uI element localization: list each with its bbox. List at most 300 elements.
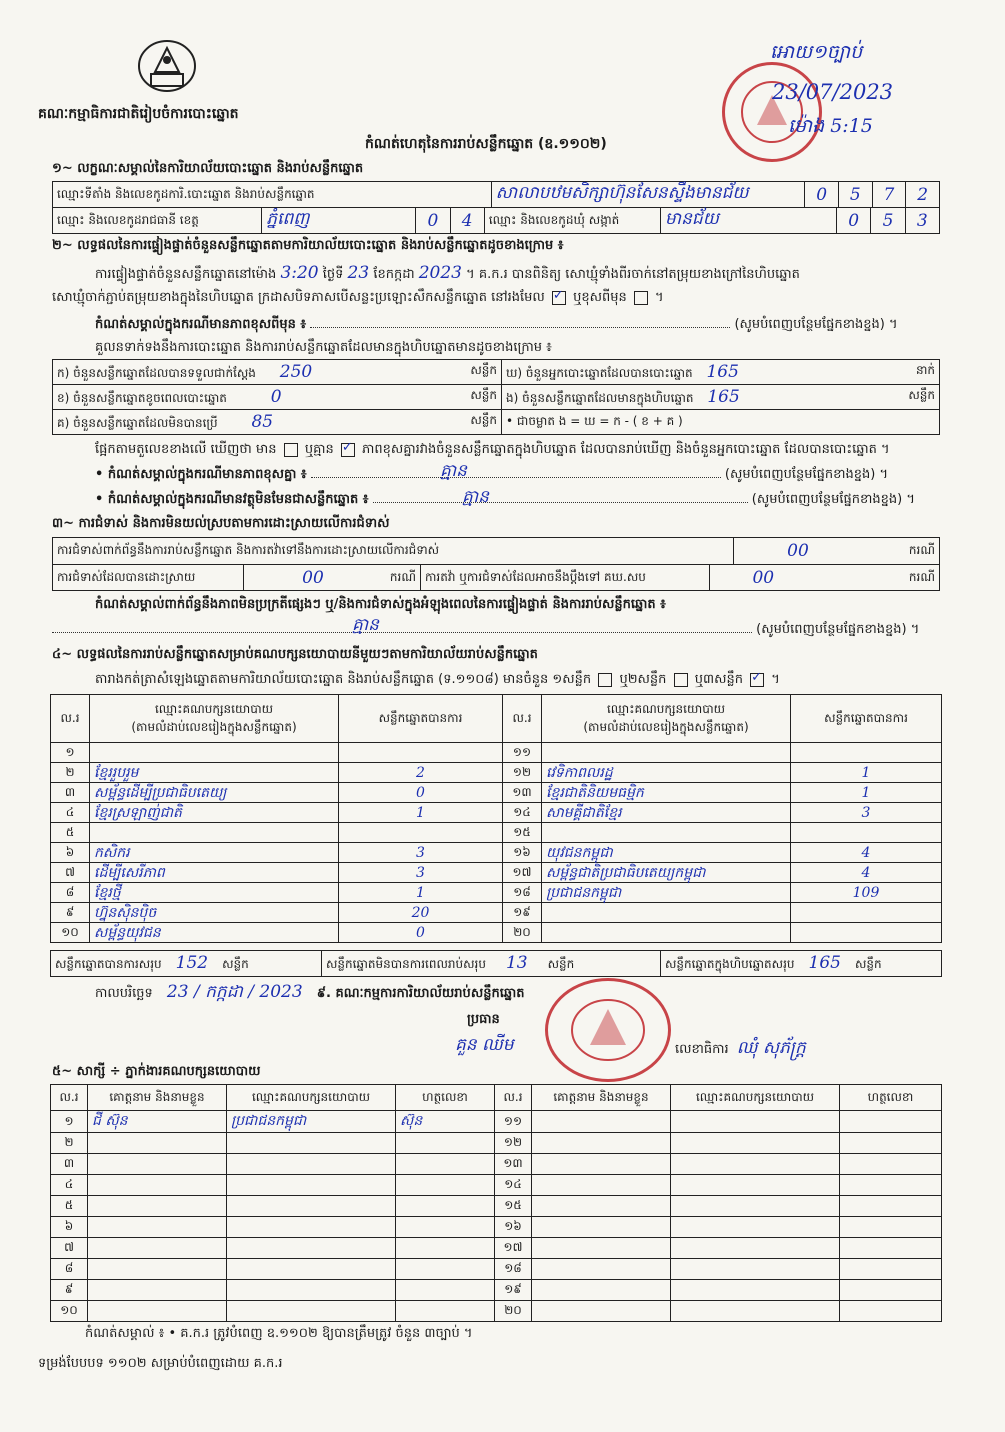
party-name: ខ្មែរថ្មី — [90, 883, 339, 903]
table-row — [51, 1238, 942, 1259]
party-votes: 1 — [791, 783, 942, 803]
section2-note — [95, 317, 898, 333]
witness-name — [88, 1154, 227, 1175]
unit: សន្លឹក — [222, 957, 249, 971]
footer-form: ទម្រង់បែបបទ ១១០២ សម្រាប់បំពេញដោយ គ.ក.រ — [38, 1356, 283, 1371]
witness-name — [88, 1196, 227, 1217]
row2-label: ឈ្មោះ និងលេខកូដរាជធានី ខេត្ត — [53, 208, 262, 234]
witness-party — [671, 1301, 840, 1322]
party-no: ២០ — [503, 923, 542, 943]
col-no: ល.រ — [503, 695, 542, 743]
section1-heading: ១~ លក្ខណៈសម្គាល់នៃការិយាល័យបោះឆ្នោត និងរាប់សន្លឹកឆ្នោត — [52, 161, 364, 176]
opt-text: ឬ៣សន្លឹក — [694, 672, 743, 687]
witness-signature: ស៊ុន — [396, 1111, 495, 1133]
witness-no: ១៧ — [495, 1238, 532, 1259]
bullet-difference-value: គ្មាន — [440, 461, 467, 481]
section5-heading: ៥~ សាក្សី ÷ ភ្នាក់ងារគណបក្សនយោបាយ — [52, 1064, 261, 1079]
witness-table — [50, 1084, 942, 1322]
col-party: ឈ្មោះគណបក្សនយោបាយ — [671, 1085, 840, 1111]
line1-text: ខែកក្កដា — [373, 267, 415, 282]
date-value: 23 / កក្កដា / 2023 — [166, 982, 303, 1002]
table-row — [51, 1259, 942, 1280]
col-party-sub: (តាមលំដាប់លេខរៀងក្នុងសន្លឹកឆ្នោត) — [131, 719, 297, 734]
witness-name — [532, 1217, 671, 1238]
party-name: សម្ព័ន្ធជាតិប្រជាធិបតេយ្យកម្ពុជា — [542, 863, 791, 883]
compare-text: ឬគ្មាន — [304, 442, 334, 457]
col-party — [542, 695, 791, 743]
col-name: គោត្តនាម និងនាមខ្លួន — [88, 1085, 227, 1111]
witness-signature — [840, 1175, 942, 1196]
section2-counts-table — [52, 359, 940, 435]
nec-emblem-icon — [135, 36, 199, 94]
col-sign: ហត្ថលេខា — [840, 1085, 942, 1111]
col-no: ល.រ — [51, 1085, 88, 1111]
party-no: ១២ — [503, 763, 542, 783]
witness-no: ១២ — [495, 1133, 532, 1154]
witness-signature — [396, 1196, 495, 1217]
party-name: សម្ព័ន្ធដើម្បីប្រជាធិបតេយ្យ — [90, 783, 339, 803]
witness-party — [227, 1238, 396, 1259]
witness-signature — [840, 1259, 942, 1280]
handwritten-note: អោយ១ច្បាប់ — [770, 41, 863, 63]
party-votes: 1 — [791, 763, 942, 783]
stamp-date: 23/07/2023 — [772, 80, 894, 104]
witness-name — [532, 1111, 671, 1133]
party-no: ២ — [51, 763, 90, 783]
witness-name — [532, 1175, 671, 1196]
date-line — [95, 984, 524, 1002]
witness-no: ៨ — [51, 1259, 88, 1280]
row1-label: ឈ្មោះទីតាំង និងលេខកូដការិ.បោះឆ្នោត និងរាប់សន្លឹកឆ្នោត — [53, 182, 492, 208]
col-party-title: ឈ្មោះគណបក្សនយោបាយ — [154, 701, 274, 716]
note-label: កំណត់សម្គាល់ក្នុងករណីមានភាពខុសពីមុន ៖ — [95, 317, 307, 332]
witness-party — [671, 1259, 840, 1280]
party-votes: 1 — [339, 883, 503, 903]
table-row — [51, 863, 942, 883]
party-name — [90, 823, 339, 843]
count-label: ក) ចំនួនសន្លឹកឆ្នោតដែលបានទទួលជាក់ស្តែង — [57, 365, 256, 380]
witness-signature — [396, 1154, 495, 1175]
witness-party — [227, 1259, 396, 1280]
witness-party — [227, 1301, 396, 1322]
col-votes: សន្លឹកឆ្នោតបានការ — [791, 695, 942, 743]
section2-line2: សោឃ្មុំចាក់ភ្ជាប់តម្រុយខាងក្នុងនៃហិបឆ្នោត ក្រដាសបិទភាសបើសន្លះប្រឡោះសឹកសន្លឹកឆ្នោត នៅរងមែល ✓ ឬខុសពីមុន ។ — [52, 290, 664, 306]
table-row — [51, 1154, 942, 1175]
witness-signature — [840, 1301, 942, 1322]
official-stamp-icon — [722, 62, 822, 162]
section1-table — [52, 181, 940, 208]
witness-no: ៤ — [51, 1175, 88, 1196]
witness-name — [532, 1301, 671, 1322]
table-row — [51, 903, 942, 923]
changed-checkbox[interactable] — [634, 291, 648, 305]
witness-no: ២០ — [495, 1301, 532, 1322]
total-invalid-value: 13 — [505, 953, 528, 973]
party-votes — [339, 823, 503, 843]
section1-table-row2 — [52, 207, 940, 234]
witness-name — [532, 1196, 671, 1217]
line1-text: ថ្ងៃទី — [322, 267, 344, 282]
witness-name — [532, 1238, 671, 1259]
secretary-line — [675, 1040, 806, 1058]
fill-note: (សូមបំពេញបន្ថែមផ្នែកខាងខ្នង) ។ — [734, 317, 898, 332]
appeal-label: ការតវ៉ា ឬការជំទាស់ដែលអាចនឹងប្តឹងទៅ គឃ.សប — [421, 565, 710, 591]
table-row — [51, 1175, 942, 1196]
row1-value: សាលាបឋមសិក្សាហ៊ុនសែនស្ទឹងមានជ័យ — [491, 182, 805, 208]
party-votes: 4 — [791, 843, 942, 863]
witness-party — [227, 1217, 396, 1238]
line2-text: សោឃ្មុំចាក់ភ្ជាប់តម្រុយខាងក្នុងនៃហិបឆ្នោត ក្រដាសបិទភាសបើសន្លះប្រឡោះសឹកសន្លឹកឆ្នោត នៅរងមែល — [52, 290, 545, 305]
witness-no: ១៥ — [495, 1196, 532, 1217]
bullet-line — [373, 502, 748, 503]
unit: សន្លឹក — [547, 957, 575, 971]
code-digit: 7 — [872, 182, 906, 208]
party-name: ប្រជាជនកម្ពុជា — [542, 883, 791, 903]
no-difference-checkbox[interactable] — [341, 443, 355, 457]
objection-unit: ករណី — [862, 538, 940, 565]
party-name: ហ្វ៊ុនស៊ិនប៉ិច — [90, 903, 339, 923]
col-no: ល.រ — [495, 1085, 532, 1111]
party-name — [542, 923, 791, 943]
party-name: ដើម្បីសេរីភាព — [90, 863, 339, 883]
witness-party — [671, 1238, 840, 1259]
note-line — [310, 327, 730, 328]
table-row — [51, 803, 942, 823]
bullet-difference — [95, 467, 888, 483]
party-no: ១៣ — [503, 783, 542, 803]
witness-party — [227, 1280, 396, 1301]
party-name — [542, 823, 791, 843]
count-label: គ) ចំនួនសន្លឹកឆ្នោតដែលមិនបានប្រើ — [57, 415, 218, 430]
witness-name — [532, 1133, 671, 1154]
party-name: ខ្មែរស្រឡាញ់ជាតិ — [90, 803, 339, 823]
party-votes: 3 — [339, 863, 503, 883]
section3-table — [52, 537, 940, 565]
party-no: ៦ — [51, 843, 90, 863]
witness-no: ១៨ — [495, 1259, 532, 1280]
party-name: វេទិកាពលរដ្ឋ — [542, 763, 791, 783]
unit: សន្លឹក — [854, 957, 882, 971]
formula: • ជាចម្លាត ង = ឃ = ក - ( ខ + គ ) — [506, 414, 683, 428]
witness-signature — [840, 1217, 942, 1238]
witness-party: ប្រជាជនកម្ពុជា — [227, 1111, 396, 1133]
appeal-value: 00 — [710, 565, 817, 591]
table-row — [51, 1133, 942, 1154]
party-no: ៧ — [51, 863, 90, 883]
witness-party — [671, 1196, 840, 1217]
secretary-label: លេខាធិការ — [675, 1042, 729, 1057]
witness-name — [88, 1133, 227, 1154]
page-title: កំណត់ហេតុនៃការរាប់សន្លឹកឆ្នោត (ឧ.១១០២) — [365, 136, 607, 152]
section4-intro: តារាងកត់ត្រាសំឡេងឆ្នោតតាមការិយាល័យបោះឆ្នោត និងរាប់សន្លឹកឆ្នោត (ទ.១១០៨) មានចំនួន ១សន្លឹក ឬ២សន្លឹក ឬ៣សន្លឹក ✓ ។ — [95, 672, 780, 688]
witness-party — [671, 1217, 840, 1238]
intact-checkbox[interactable] — [552, 291, 566, 305]
witness-no: ៧ — [51, 1238, 88, 1259]
count-unit: សន្លឹក — [470, 412, 497, 427]
witness-name — [88, 1259, 227, 1280]
col-no: ល.រ — [51, 695, 90, 743]
table-row — [51, 1280, 942, 1301]
witness-name — [532, 1280, 671, 1301]
code-digit: 5 — [871, 208, 905, 234]
party-no: ១៥ — [503, 823, 542, 843]
witness-name — [88, 1301, 227, 1322]
witness-no: ៦ — [51, 1217, 88, 1238]
has-difference-checkbox[interactable] — [284, 443, 298, 457]
witness-signature — [396, 1301, 495, 1322]
bullet-line — [311, 477, 721, 478]
verify-year: 2023 — [418, 263, 462, 283]
bullet-label: • កំណត់សម្គាល់ក្នុងករណីមានវត្ថុមិនមែនជាសន្លឹកឆ្នោត ៖ — [95, 492, 369, 507]
table-row — [51, 923, 942, 943]
party-no: ១៧ — [503, 863, 542, 883]
section3-note-line — [52, 622, 919, 638]
party-name: កសិករ — [90, 843, 339, 863]
table-row — [51, 883, 942, 903]
witness-party — [227, 1196, 396, 1217]
col-party-title: ឈ្មោះគណបក្សនយោបាយ — [606, 701, 726, 716]
secretary-value: ឈុំ សុភ័ក្ត្រ — [736, 1038, 806, 1058]
party-no: ៩ — [51, 903, 90, 923]
section3-table-row2 — [52, 564, 940, 591]
party-name — [542, 903, 791, 923]
total-invalid-label: សន្លឹកឆ្នោតមិនបានការពេលរាប់សរុប — [326, 957, 486, 971]
witness-party — [671, 1133, 840, 1154]
section3-note: កំណត់សម្គាល់ពាក់ព័ន្ធនឹងភាពមិនប្រក្រតីផ្សេងៗ ឬ/និងការជំទាស់ក្នុងអំឡុងពេលនៃការផ្ទៀងផ្ទាត់ និងការរាប់សន្លឹកឆ្នោត ៖ — [95, 597, 666, 612]
line2-end: ឬខុសពីមុន — [573, 290, 627, 305]
code-digit: 2 — [906, 182, 940, 208]
one-sheet-checkbox[interactable] — [598, 673, 612, 687]
footer-note: កំណត់សម្គាល់ ៖ • គ.ក.រ ត្រូវបំពេញ ឧ.១១០២ ឱ្យបានត្រឹមត្រូវ ចំនួន ៣ច្បាប់ ។ — [85, 1326, 473, 1341]
witness-party — [671, 1154, 840, 1175]
witness-party — [671, 1111, 840, 1133]
count-value: 0 — [270, 386, 282, 407]
party-no: ១៦ — [503, 843, 542, 863]
witness-signature — [396, 1259, 495, 1280]
witness-no: ៣ — [51, 1154, 88, 1175]
party-votes: 1 — [339, 803, 503, 823]
witness-name: ជី ស៊ុន — [88, 1111, 227, 1133]
witness-no: ១៦ — [495, 1217, 532, 1238]
appeal-unit: ករណី — [817, 565, 940, 591]
witness-name — [88, 1217, 227, 1238]
party-votes: 0 — [339, 923, 503, 943]
witness-signature — [840, 1111, 942, 1133]
witness-signature — [396, 1133, 495, 1154]
party-name: ខ្មែររួបរួម — [90, 763, 339, 783]
count-unit: នាក់ — [915, 362, 935, 377]
table-row — [51, 763, 942, 783]
witness-signature — [840, 1133, 942, 1154]
party-votes: 3 — [791, 803, 942, 823]
row2-commune-label: ឈ្មោះ និងលេខកូដឃុំ សង្កាត់ — [484, 208, 660, 234]
intro-text: តារាងកត់ត្រាសំឡេងឆ្នោតតាមការិយាល័យបោះឆ្នោត និងរាប់សន្លឹកឆ្នោត (ទ.១១០៨) មានចំនួន ១សន្លឹក — [95, 672, 592, 687]
totals-table — [50, 950, 942, 977]
table-row — [51, 823, 942, 843]
party-name: ខ្មែរជាតិនិយមធម្មិក — [542, 783, 791, 803]
col-sign: ហត្ថលេខា — [396, 1085, 495, 1111]
party-name — [90, 743, 339, 763]
col-party-sub: (តាមលំដាប់លេខរៀងក្នុងសន្លឹកឆ្នោត) — [583, 719, 749, 734]
section3-heading: ៣~ ការជំទាស់ និងការមិនយល់ស្របតាមការដោះស្រាយលើការជំទាស់ — [52, 516, 390, 531]
witness-name — [88, 1280, 227, 1301]
witness-signature — [396, 1175, 495, 1196]
witness-party — [227, 1154, 396, 1175]
witness-party — [671, 1175, 840, 1196]
party-name: សាមគ្គីជាតិខ្មែរ — [542, 803, 791, 823]
line1-text: ការផ្ទៀងផ្ទាត់ចំនួនសន្លឹកឆ្នោតនៅម៉ោង — [95, 267, 277, 282]
party-name: យុវជនកម្ពុជា — [542, 843, 791, 863]
table-row — [51, 1301, 942, 1322]
count-value: 250 — [279, 361, 313, 382]
witness-no: ២ — [51, 1133, 88, 1154]
three-sheet-checkbox[interactable] — [750, 673, 764, 687]
total-valid-value: 152 — [175, 953, 209, 973]
party-votes: 3 — [339, 843, 503, 863]
witness-signature — [396, 1238, 495, 1259]
table-row — [51, 743, 942, 763]
section2-line1 — [95, 265, 800, 283]
count-unit: សន្លឹក — [908, 387, 935, 402]
count-label: ខ) ចំនួនសន្លឹកឆ្នោតខូចពេលបោះឆ្នោត — [57, 390, 227, 405]
table-row — [51, 1111, 942, 1133]
party-votes: 109 — [791, 883, 942, 903]
count-value: 165 — [706, 361, 739, 382]
verify-day: 23 — [347, 263, 370, 283]
witness-no: ១៣ — [495, 1154, 532, 1175]
org-name: គណៈកម្មាធិការជាតិរៀបចំការបោះឆ្នោត — [38, 106, 239, 122]
party-votes — [791, 743, 942, 763]
party-votes — [791, 923, 942, 943]
chair-label: ប្រធាន — [467, 1012, 500, 1027]
party-votes — [791, 903, 942, 923]
witness-signature — [396, 1280, 495, 1301]
compare-line — [95, 442, 890, 458]
witness-no: ៥ — [51, 1196, 88, 1217]
party-votes: 20 — [339, 903, 503, 923]
section2-heading: ២~ លទ្ធផលនៃការផ្ទៀងផ្ទាត់ចំនួនសន្លឹកឆ្នោតតាមការិយាល័យបោះឆ្នោត និងរាប់សន្លឹកឆ្នោតដូចខាងក្រោម ៖ — [52, 238, 564, 253]
total-box-value: 165 — [808, 953, 841, 973]
code-digit: 5 — [839, 182, 873, 208]
party-votes — [791, 823, 942, 843]
bullet-object-value: គ្មាន — [462, 487, 489, 507]
row2-commune-value: មានជ័យ — [660, 208, 836, 234]
party-no: ១១ — [503, 743, 542, 763]
party-no: ១៨ — [503, 883, 542, 903]
party-no: ៥ — [51, 823, 90, 843]
party-no: ៨ — [51, 883, 90, 903]
count-label: ង) ចំនួនសន្លឹកឆ្នោតដែលមានក្នុងហិបឆ្នោត — [506, 390, 694, 405]
party-no: ៣ — [51, 783, 90, 803]
opt-text: ឬ២សន្លឹក — [619, 672, 667, 687]
compare-text: ផ្អែកតាមតួលេខខាងលើ ឃើញថា មាន — [95, 442, 277, 457]
party-votes: 2 — [339, 763, 503, 783]
witness-signature — [840, 1238, 942, 1259]
col-votes: សន្លឹកឆ្នោតបានការ — [339, 695, 503, 743]
col-name: គោត្តនាម និងនាមខ្លួន — [532, 1085, 671, 1111]
resolved-value: 00 — [244, 565, 383, 591]
two-sheet-checkbox[interactable] — [674, 673, 688, 687]
code-digit: 4 — [450, 208, 484, 234]
witness-party — [227, 1175, 396, 1196]
party-no: ១ — [51, 743, 90, 763]
total-valid-label: សន្លឹកឆ្នោតបានការសរុប — [55, 957, 162, 971]
section2-intro: គួលនទាក់ទងនឹងការបោះឆ្នោត និងការរាប់សន្លឹកឆ្នោតដែលមានក្នុងហិបឆ្នោតមានដូចខាងក្រោម ៖ — [95, 340, 552, 355]
note-line — [52, 632, 752, 633]
witness-signature — [396, 1217, 495, 1238]
witness-party — [671, 1280, 840, 1301]
witness-name — [532, 1154, 671, 1175]
table-row — [51, 843, 942, 863]
witness-signature — [840, 1196, 942, 1217]
party-votes — [339, 743, 503, 763]
code-digit: 0 — [836, 208, 870, 234]
line1-text: ។ គ.ក.រ បានពិនិត្យ សោឃ្មុំទាំងពីរចាក់នៅតម្រុយខាងក្រៅនៃហិបឆ្នោត — [466, 267, 800, 282]
committee-label: ៩. គណៈកម្មការការិយាល័យរាប់សន្លឹកឆ្នោត — [316, 986, 525, 1001]
witness-signature — [840, 1280, 942, 1301]
stamp-time: ម៉ោង 5:15 — [788, 115, 873, 137]
fill-note: (សូមបំពេញបន្ថែមផ្នែកខាងខ្នង) ។ — [724, 467, 889, 482]
compare-text: ភាពខុសគ្នារវាងចំនួនសន្លឹកឆ្នោតក្នុងហិបឆ្នោត ដែលបានរាប់ឃើញ និងចំនួនអ្នកបោះឆ្នោត ដែលបានបោះឆ្នោត ។ — [362, 442, 890, 457]
resolved-unit: ករណី — [382, 565, 421, 591]
table-row — [51, 1196, 942, 1217]
committee-stamp-icon — [545, 978, 671, 1082]
date-label: កាលបរិច្ឆេទ — [95, 986, 153, 1001]
verify-time: 3:20 — [280, 263, 319, 283]
count-value: 165 — [707, 386, 740, 407]
objection-value: 00 — [734, 538, 863, 565]
count-unit: សន្លឹក — [470, 387, 497, 402]
witness-name — [88, 1175, 227, 1196]
section3-note-value: គ្មាន — [352, 615, 379, 635]
witness-signature — [840, 1154, 942, 1175]
witness-no: ១៩ — [495, 1280, 532, 1301]
witness-name — [532, 1259, 671, 1280]
results-body — [51, 743, 942, 943]
witness-party — [227, 1133, 396, 1154]
fill-note: (សូមបំពេញបន្ថែមផ្នែកខាងខ្នង) ។ — [756, 622, 920, 637]
code-digit: 0 — [805, 182, 839, 208]
witness-no: ១ — [51, 1111, 88, 1133]
section4-heading: ៤~ លទ្ធផលនៃការរាប់សន្លឹកឆ្នោតសម្រាប់គណបក្សនយោបាយនីមួយៗតាមការិយាល័យរាប់សន្លឹកឆ្នោត — [52, 647, 538, 662]
party-no: ១០ — [51, 923, 90, 943]
row2-value: ភ្នំពេញ — [262, 208, 416, 234]
witness-no: ១០ — [51, 1301, 88, 1322]
party-name: សម្ព័ន្ធយុវជន — [90, 923, 339, 943]
bullet-object — [95, 492, 915, 508]
table-row — [51, 783, 942, 803]
count-value: 85 — [251, 411, 274, 432]
chair-signature: គួន ឈីម — [455, 1035, 514, 1055]
witness-no: ៩ — [51, 1280, 88, 1301]
witness-body — [51, 1111, 942, 1322]
fill-note: (សូមបំពេញបន្ថែមផ្នែកខាងខ្នង) ។ — [751, 492, 915, 507]
total-box-label: សន្លឹកឆ្នោតក្នុងហិបឆ្នោតសរុប — [665, 957, 795, 971]
party-votes: 4 — [791, 863, 942, 883]
party-votes: 0 — [339, 783, 503, 803]
party-name — [542, 743, 791, 763]
party-no: ៤ — [51, 803, 90, 823]
code-digit: 0 — [416, 208, 450, 234]
col-party: ឈ្មោះគណបក្សនយោបាយ — [227, 1085, 396, 1111]
objection-label: ការជំទាស់ពាក់ព័ន្ធនឹងការរាប់សន្លឹកឆ្នោត និងការតវ៉ាទៅនឹងការដោះស្រាយលើការជំទាស់ — [53, 538, 734, 565]
party-no: ១៩ — [503, 903, 542, 923]
col-party — [90, 695, 339, 743]
party-no: ១៤ — [503, 803, 542, 823]
results-table — [50, 694, 942, 943]
witness-no: ១១ — [495, 1111, 532, 1133]
count-label: ឃ) ចំនួនអ្នកបោះឆ្នោតដែលបានបោះឆ្នោត — [506, 365, 693, 380]
